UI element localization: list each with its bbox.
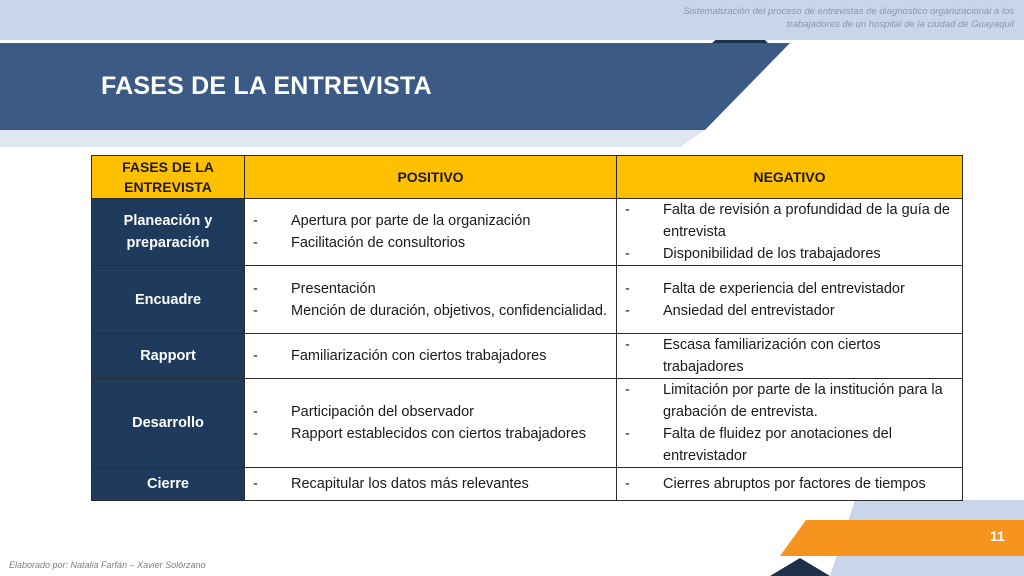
list-item: [625, 278, 956, 300]
header-note: [594, 5, 1014, 31]
phases-table: [91, 155, 963, 501]
negative-cell: [617, 468, 963, 501]
item-text: Escasa familiarización con ciertos trabajadores: [663, 337, 881, 375]
list-item: [253, 210, 610, 232]
item-text: Disponibilidad de los trabajadores: [663, 246, 881, 262]
list-item: [625, 334, 956, 378]
positive-cell: [245, 334, 617, 379]
bullet-dash: -: [253, 426, 258, 442]
bullet-dash: -: [625, 202, 630, 218]
list-item: [625, 473, 956, 495]
bullet-dash: -: [625, 337, 630, 353]
list-item: [625, 423, 956, 467]
bullet-dash: -: [253, 235, 258, 251]
positive-cell: [245, 379, 617, 468]
phase-cell: Desarrollo: [92, 379, 245, 468]
positive-cell: [245, 468, 617, 501]
item-text: Cierres abruptos por factores de tiempos: [663, 476, 926, 492]
bullet-dash: -: [625, 476, 630, 492]
list-item: [625, 199, 956, 243]
item-text: Falta de fluidez por anotaciones del entrevistador: [663, 426, 892, 464]
list-item: [625, 379, 956, 423]
list-item: [253, 278, 610, 300]
column-header-phase: FASES DE LA ENTREVISTA: [92, 156, 245, 199]
bullet-dash: -: [253, 476, 258, 492]
list-item: [253, 345, 610, 367]
footer-credit: Elaborado por: Natalia Farfán – Xavier Solórzano: [9, 560, 206, 570]
positive-cell: [245, 199, 617, 266]
bullet-dash: -: [253, 280, 258, 297]
bullet-dash: -: [253, 302, 258, 319]
list-item: [253, 423, 610, 445]
list-item: [625, 243, 956, 265]
phase-cell: Rapport: [92, 334, 245, 379]
phase-cell: Encuadre: [92, 266, 245, 334]
bullet-dash: -: [625, 426, 630, 442]
title-banner-shadow: [0, 130, 705, 147]
header-note-line1: Sistematización del proceso de entrevistas de diagnóstico organizacional a los: [683, 6, 1014, 17]
bottom-orange-tab: [780, 520, 1024, 556]
table-row: [92, 266, 963, 334]
item-text: Facilitación de consultorios: [291, 235, 466, 251]
phase-cell: Planeación y preparación: [92, 199, 245, 266]
negative-cell: [617, 199, 963, 266]
list-item: [253, 473, 610, 495]
list-item: [253, 232, 610, 254]
column-header-positive: POSITIVO: [245, 156, 617, 199]
bullet-dash: -: [253, 213, 258, 229]
bullet-dash: -: [253, 404, 258, 420]
bullet-dash: -: [253, 348, 258, 364]
list-item: [253, 300, 610, 322]
phase-cell: Cierre: [92, 468, 245, 501]
table-row: [92, 379, 963, 468]
bottom-dark-triangle: [770, 558, 830, 576]
table-header-row: [92, 156, 963, 199]
page-number: 11: [990, 528, 1005, 544]
item-text: Falta de experiencia del entrevistador: [663, 280, 905, 297]
item-text: Limitación por parte de la institución para la grabación de entrevista.: [663, 382, 943, 420]
table-row: [92, 199, 963, 266]
table-row: [92, 334, 963, 379]
negative-cell: [617, 266, 963, 334]
item-text: Mención de duración, objetivos, confidencialidad.: [291, 302, 607, 319]
positive-cell: [245, 266, 617, 334]
bullet-dash: -: [625, 280, 630, 297]
item-text: Familiarización con ciertos trabajadores: [291, 348, 547, 364]
item-text: Ansiedad del entrevistador: [663, 302, 835, 319]
list-item: [625, 300, 956, 322]
slide-title: FASES DE LA ENTREVISTA: [101, 72, 432, 100]
item-text: Recapitular los datos más relevantes: [291, 476, 529, 492]
bullet-dash: -: [625, 246, 630, 262]
negative-cell: [617, 379, 963, 468]
header-note-line2: trabajadores de un hospital de la ciudad de Guayaquil: [786, 19, 1014, 30]
item-text: Rapport establecidos con ciertos trabajadores: [291, 426, 586, 442]
bullet-dash: -: [625, 382, 630, 398]
column-header-negative: NEGATIVO: [617, 156, 963, 199]
table-row: [92, 468, 963, 501]
bullet-dash: -: [625, 302, 630, 319]
list-item: [253, 401, 610, 423]
item-text: Presentación: [291, 280, 376, 297]
item-text: Participación del observador: [291, 404, 474, 420]
negative-cell: [617, 334, 963, 379]
item-text: Falta de revisión a profundidad de la guía de entrevista: [663, 202, 950, 240]
item-text: Apertura por parte de la organización: [291, 213, 531, 229]
